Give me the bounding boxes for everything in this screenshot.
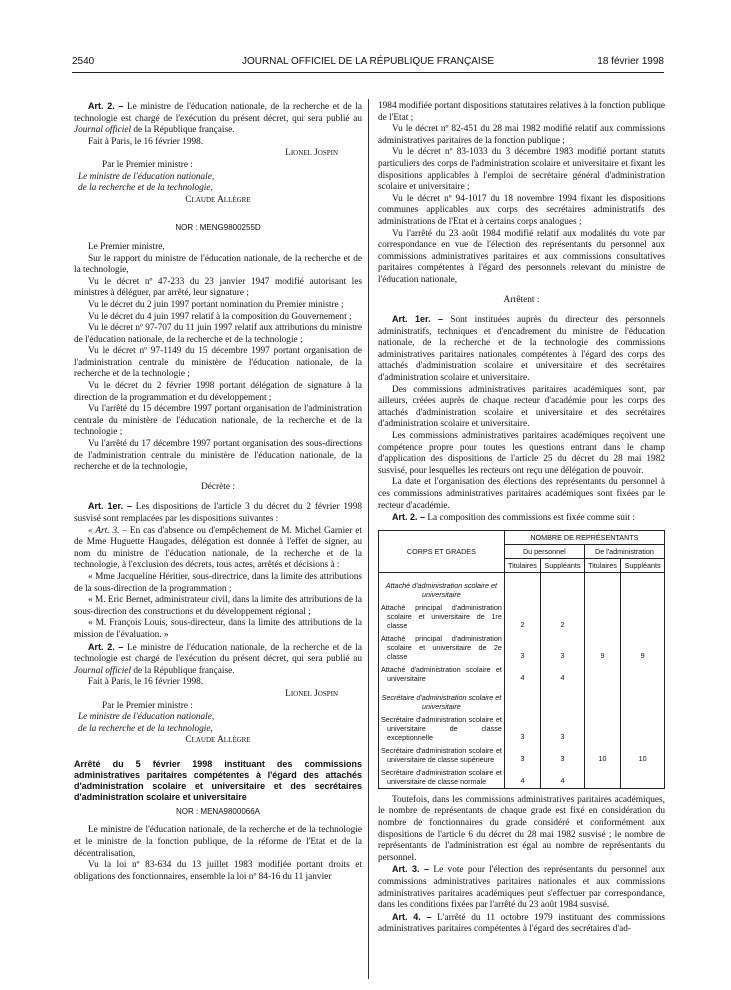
table-cell-count [621, 601, 665, 632]
table-cell-count: 10 [584, 744, 620, 766]
ministre-intro: Le ministre de l'éducation nationale, de la recherche et de la technologie et le ministre de la fonction publique, de la réforme de l'Etat et de la décentralisation, [74, 825, 362, 859]
table-cell-count: 9 [621, 632, 665, 663]
premier-ministre-heading: Le Premier ministre, [88, 241, 165, 252]
visa-paragraph: Vu l'arrêté du 17 décembre 1997 portant organisation des sous-directions de l'administration centrale du ministère de l'éducation nationale, de la recherche et de la technologie, [74, 439, 362, 473]
col-header-personnel: Du personnel [504, 544, 584, 558]
table-cell-count: 4 [541, 663, 585, 685]
article-2-paragraph: Art. 2. – Le ministre de l'éducation nationale, de la recherche et de la technologie est chargé de l'exécution du présent décret, qui sera publié au Journal officiel de la République française. [74, 101, 362, 136]
table-cell-count: 4 [541, 766, 585, 789]
table-cell-grade [621, 572, 665, 601]
table-row [379, 744, 665, 766]
par-le-premier-ministre: Par le Premier ministre : [102, 700, 193, 711]
visa-paragraph: Vu le décret nº 97-707 du 11 juin 1997 relatif aux attributions du ministre de l'éducation nationale, de la recherche et de la technologie ; [74, 323, 362, 345]
article-2-paragraph: Art. 2. – Le ministre de l'éducation nationale, de la recherche et de la technologie est chargé de l'exécution du présent décret, qui sera publié au Journal officiel de la République française. [74, 641, 362, 676]
col-header-titulaires: Titulaires [504, 558, 540, 572]
table-row [379, 766, 665, 789]
table-cell-count [621, 713, 665, 744]
visa-paragraph: Vu le décret nº 83-1033 du 3 décembre 1983 modifié portant statuts particuliers des corps de l'administration scolaire et universitaire et fixant les dispositions applicables à l'emploi de secrétaire général d'administration scolaire et universitaire ; [378, 147, 665, 193]
table-row [379, 601, 665, 632]
table-cell-count: 3 [504, 713, 540, 744]
nor-reference: NOR : MENA9800066A [175, 806, 261, 816]
visa-paragraph: Vu le décret nº 47-233 du 23 janvier 1947 modifié autorisant les ministres à déléguer, par arrêté, leur signature ; [74, 276, 362, 299]
table-row [379, 632, 665, 663]
delegation-item: « Mme Jacqueline Héritier, sous-directrice, dans la limite des attributions de la sous-direction de la programmation ; [74, 571, 362, 594]
visa-paragraph: Vu l'arrêté du 23 août 1984 modifié relatif aux modalités du vote par correspondance en vue de l'élection des représentants du personnel aux commissions administratives paritaires et aux commissions consultatives paritaires compétentes à l'égard des personnels relevant du ministre de l'éducation nationale, [378, 228, 665, 285]
representatives-table [378, 530, 665, 789]
visa-loi: Vu la loi nº 83-634 du 13 juillet 1983 modifiée portant droits et obligations des fonctionnaires, ensemble la loi nº 84-16 du 11 janvier [74, 860, 362, 882]
minister-title-line-2: de la recherche et de la technologie, [78, 723, 213, 734]
page-number: 2540 [72, 56, 95, 67]
table-cell-grade: Secrétaire d'administration scolaire et universitaire de classe supérieure [379, 744, 505, 766]
table-cell-count: 4 [504, 663, 540, 685]
signature-prime-minister: Lionel Jospin [285, 688, 338, 699]
table-cell-count: 9 [584, 632, 620, 663]
table-cell-count: 2 [541, 601, 585, 632]
minister-signature: Claude Allègre [185, 194, 251, 205]
issue-date: 18 février 1998 [597, 56, 664, 67]
table-cell-grade [504, 572, 540, 601]
table-cell-grade [584, 685, 620, 713]
table-group-header: Secrétaire d'administration scolaire et universitaire [379, 685, 505, 713]
table-cell-grade: Attaché principal d'administration scolaire et universitaire de 1re classe [379, 601, 505, 632]
article-1-paragraph: Art. 1er. – Les dispositions de l'article 3 du décret du 2 février 1998 susvisé sont remplacées par les dispositions suivantes : [74, 501, 362, 524]
par-le-premier-ministre: Par le Premier ministre : [102, 159, 193, 170]
table-cell-count: 3 [541, 632, 585, 663]
nor-reference: NOR : MENG9800255D [175, 223, 261, 233]
table-row [379, 713, 665, 744]
table-cell-count [584, 663, 620, 685]
visa-paragraph: Vu le décret du 2 juin 1997 portant nomination du Premier ministre ; [88, 299, 344, 310]
fait-a-paris: Fait à Paris, le 16 février 1998. [88, 136, 204, 147]
table-cell-grade [541, 572, 585, 601]
table-cell-grade: Attaché d'administration scolaire et universitaire [379, 663, 505, 685]
table-cell-grade: Secrétaire d'administration scolaire et universitaire de classe normale [379, 766, 505, 789]
left-column [74, 101, 362, 883]
minister-title-line-1: Le ministre de l'éducation nationale, [78, 171, 215, 182]
article-4-paragraph: Art. 4. – L'arrêté du 11 octobre 1979 instituant des commissions administratives paritaires compétentes à l'égard des secrétaires d'ad- [378, 911, 666, 935]
paragraph: Les commissions administratives paritaires académiques reçoivent une compétence propre pour toutes les questions entrant dans le champ d'application des dispositions de l'article 25 du décret du 28 mai 1982 susvisé, pour lesquelles les recteurs ont reçu une délégation de pouvoir. [378, 431, 665, 476]
column-divider [368, 99, 369, 979]
col-header-suppleants: Suppléants [621, 558, 665, 572]
table-cell-count: 3 [504, 632, 540, 663]
delegation-item: « M. Eric Bernet, administrateur civil, dans la limite des attributions de la sous-direction des constructions et du développement régional ; [74, 595, 362, 617]
paragraph: Des commissions administratives paritaires académiques sont, par ailleurs, créées auprès de chaque recteur d'académie pour les corps des attachés d'administration scolaire et universitaire et des secrétaires d'administration scolaire et universitaire. [378, 384, 665, 430]
table-cell-count: 4 [504, 766, 540, 789]
arrete-title: Arrêté du 5 février 1998 instituant des commissions administratives paritaires compétentes à l'égard des attachés d'administration scolaire et universitaire et des secrétaires d'administration scolaire et universitaire [74, 758, 362, 802]
table-cell-grade: Secrétaire d'administration scolaire et universitaire de classe exceptionnelle [379, 713, 505, 744]
table-cell-grade: Attaché principal d'administration scolaire et universitaire de 2e classe [379, 632, 505, 663]
col-header-suppleants: Suppléants [541, 558, 585, 572]
visa-paragraph: Sur le rapport du ministre de l'éducation nationale, de la recherche et de la technologie, [74, 253, 362, 276]
table-cell-count: 10 [621, 744, 665, 766]
table-cell-count: 3 [504, 744, 540, 766]
col-header-admin: De l'administration [584, 544, 664, 558]
minister-signature: Claude Allègre [185, 735, 251, 746]
visa-paragraph: Vu le décret nº 82-451 du 28 mai 1982 modifié relatif aux commissions administratives paritaires de la fonction publique ; [378, 124, 665, 146]
table-cell-count [584, 713, 620, 744]
col-header-titulaires: Titulaires [584, 558, 620, 572]
visa-paragraph: Vu le décret du 4 juin 1997 relatif à la composition du Gouvernement ; [88, 311, 352, 322]
col-header-nombre: NOMBRE DE REPRÉSENTANTS [504, 530, 664, 544]
article-2-paragraph: Art. 2. – La composition des commissions est fixée comme suit : [392, 512, 635, 524]
table-cell-count [621, 663, 665, 685]
journal-title: JOURNAL OFFICIEL DE LA RÉPUBLIQUE FRANÇAISE [241, 56, 495, 67]
table-cell-grade [504, 685, 540, 713]
article-1-paragraph: Art. 1er. – Sont instituées auprès du directeur des personnels administratifs, techniques et d'encadrement du ministre de l'éducation nationale, de la recherche et de la technologie des commissions administratives paritaires nationales compétentes à l'égard des corps des attachés d'administration scolaire et universitaire et des secrétaires d'administration scolaire et universitaire. [378, 314, 666, 384]
minister-title-line-1: Le ministre de l'éducation nationale, [78, 712, 215, 723]
header-rule [72, 72, 664, 73]
continued-text: 1984 modifiée portant dispositions statutaires relatives à la fonction publique de l'Etat ; [378, 101, 665, 123]
visa-paragraph: Vu l'arrêté du 15 décembre 1997 portant organisation de l'administration centrale du ministère de l'éducation nationale, de la recherche et de la technologie ; [74, 404, 362, 438]
table-cell-grade [621, 685, 665, 713]
table-cell-count [584, 601, 620, 632]
table-row [379, 663, 665, 685]
table-group-header: Attaché d'administration scolaire et universitaire [379, 572, 505, 601]
visa-paragraph: Vu le décret du 2 février 1998 portant délégation de signature à la direction de la programmation et du développement ; [74, 381, 362, 403]
table-cell-count: 3 [541, 744, 585, 766]
right-column [378, 101, 665, 936]
fait-a-paris: Fait à Paris, le 16 février 1998. [88, 677, 204, 688]
article-3-paragraph: Art. 3. – Le vote pour l'élection des représentants du personnel aux commissions administratives paritaires nationales et aux commissions administratives paritaires académiques peut s'effectuer par correspondance, dans les conditions fixées par l'arrêté du 23 août 1984 susvisé. [378, 864, 665, 911]
visa-paragraph: Vu le décret nº 97-1149 du 15 décembre 1997 portant organisation de l'administration centrale du ministère de l'éducation nationale, de la recherche et de la technologie ; [74, 346, 362, 380]
signature-prime-minister: Lionel Jospin [285, 148, 338, 159]
decrete-heading: Décrète : [201, 481, 235, 492]
table-cell-grade [584, 572, 620, 601]
table-cell-count [584, 766, 620, 789]
visa-paragraph: Vu le décret nº 94-1017 du 18 novembre 1994 fixant les dispositions communes applicables aux corps des secrétaires administratifs des administrations de l'Etat et à certains corps analogues ; [378, 193, 665, 227]
table-cell-count: 3 [541, 713, 585, 744]
minister-title-line-2: de la recherche et de la technologie, [78, 183, 213, 194]
table-cell-count [621, 766, 665, 789]
delegation-item: « M. François Louis, sous-directeur, dans la limite des attributions de la mission de l'évaluation. » [74, 618, 362, 640]
page-header [72, 56, 664, 70]
arretent-heading: Arrêtent : [503, 294, 540, 305]
toutefois-paragraph: Toutefois, dans les commissions administratives paritaires académiques, le nombre de représentants de chaque grade est fixé en considération du nombre de fonctionnaires du grade considéré et conformément aux dispositions de l'article 6 du décret du 28 mai 1982 susvisé ; le nombre de représentants de l'administration est égal au nombre de représentants du personnel. [378, 794, 665, 863]
paragraph: La date et l'organisation des élections des représentants du personnel à ces commissions administratives paritaires académiques sont fixées par le recteur d'académie. [378, 477, 665, 511]
col-header-corps: CORPS ET GRADES [379, 530, 505, 572]
article-3-quote: « Art. 3. – En cas d'absence ou d'empêchement de M. Michel Garnier et de Mme Huguette Haugades, délégation est donnée à l'effet de signer, au nom du ministre de l'éducation nationale, de la recherche et de la technologie, à l'exclusion des décrets, tous actes, arrêtés et décisions à : [74, 525, 362, 571]
table-cell-grade [541, 685, 585, 713]
table-cell-count: 2 [504, 601, 540, 632]
